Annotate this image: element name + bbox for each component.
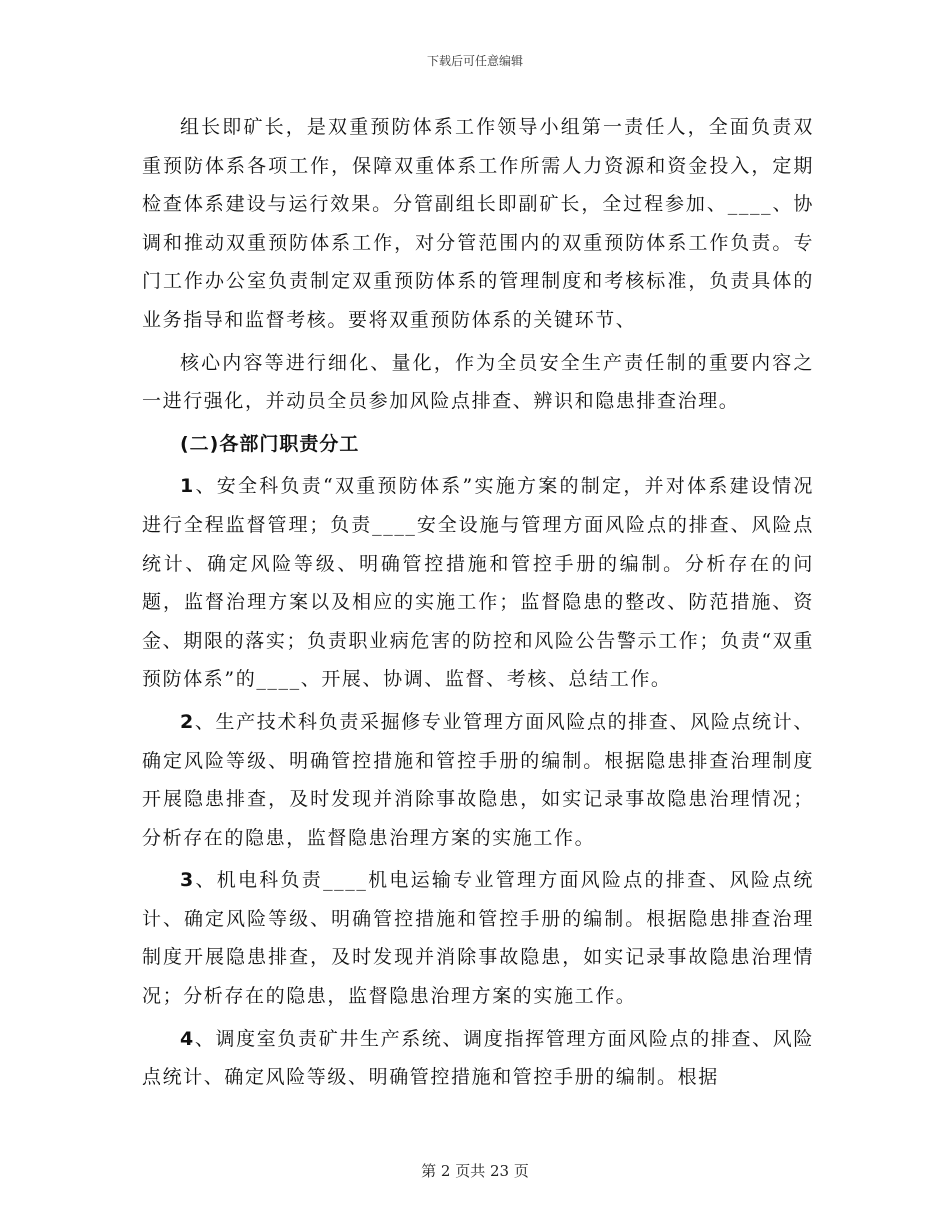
page-header: 下载后可任意编辑	[426, 54, 523, 68]
item-production-tech-dept	[142, 703, 814, 857]
item-dispatch-room	[142, 1020, 814, 1097]
item-number: 2	[180, 710, 195, 733]
item-mechanical-electrical-dept	[142, 861, 814, 1015]
paragraph-leader-duties: 组长即矿长，是双重预防体系工作领导小组第一责任人，全面负责双重预防体系各项工作，保障双重体系工作所需人力资源和资金投入，定期检查体系建设与运行效果。分管副组长即副矿长，全过程参加、____、协调和推动双重预防体系工作，对分管范围内的双重预防体系工作负责。专门工作办公室负责制定双重预防体系的管理制度和考核标准，负责具体的业务指导和监督考核。要将双重预防体系的关键环节、	[142, 116, 814, 331]
item-text: 、生产技术科负责采掘修专业管理方面风险点的排查、风险点统计、确定风险等级、明确管控措施和管控手册的编制。根据隐患排查治理制度开展隐患排查，及时发现并消除事故隐患，如实记录事故隐患治理情况；分析存在的隐患，监督隐患治理方案的实施工作。	[142, 710, 814, 849]
section-heading: (二)各部门职责分工	[180, 432, 360, 455]
item-text: 、机电科负责____机电运输专业管理方面风险点的排查、风险点统计、确定风险等级、明确管控措施和管控手册的编制。根据隐患排查治理制度开展隐患排查，及时发现并消除事故隐患，如实记录事故隐患治理情况；分析存在的隐患，监督隐患治理方案的实施工作。	[142, 869, 814, 1008]
item-number: 3	[180, 869, 195, 892]
item-safety-dept	[142, 467, 814, 699]
item-number: 4	[180, 1027, 195, 1050]
page-footer: 第 2 页共 23 页	[421, 1162, 529, 1180]
document-body	[142, 108, 814, 1101]
paragraph-core-content: 核心内容等进行细化、量化，作为全员安全生产责任制的重要内容之一进行强化，并动员全员参加风险点排查、辨识和隐患排查治理。	[142, 351, 814, 413]
item-text: 、安全科负责“双重预防体系”实施方案的制定，并对体系建设情况进行全程监督管理；负责____安全设施与管理方面风险点的排查、风险点统计、确定风险等级、明确管控措施和管控手册的编制。分析存在的问题，监督治理方案以及相应的实施工作；监督隐患的整改、防范措施、资金、期限的落实；负责职业病危害的防控和风险公告警示工作；负责“双重预防体系”的____、开展、协调、监督、考核、总结工作。	[142, 475, 814, 691]
item-text: 、调度室负责矿井生产系统、调度指挥管理方面风险点的排查、风险点统计、确定风险等级、明确管控措施和管控手册的编制。根据	[142, 1027, 814, 1089]
item-number: 1	[180, 475, 195, 498]
